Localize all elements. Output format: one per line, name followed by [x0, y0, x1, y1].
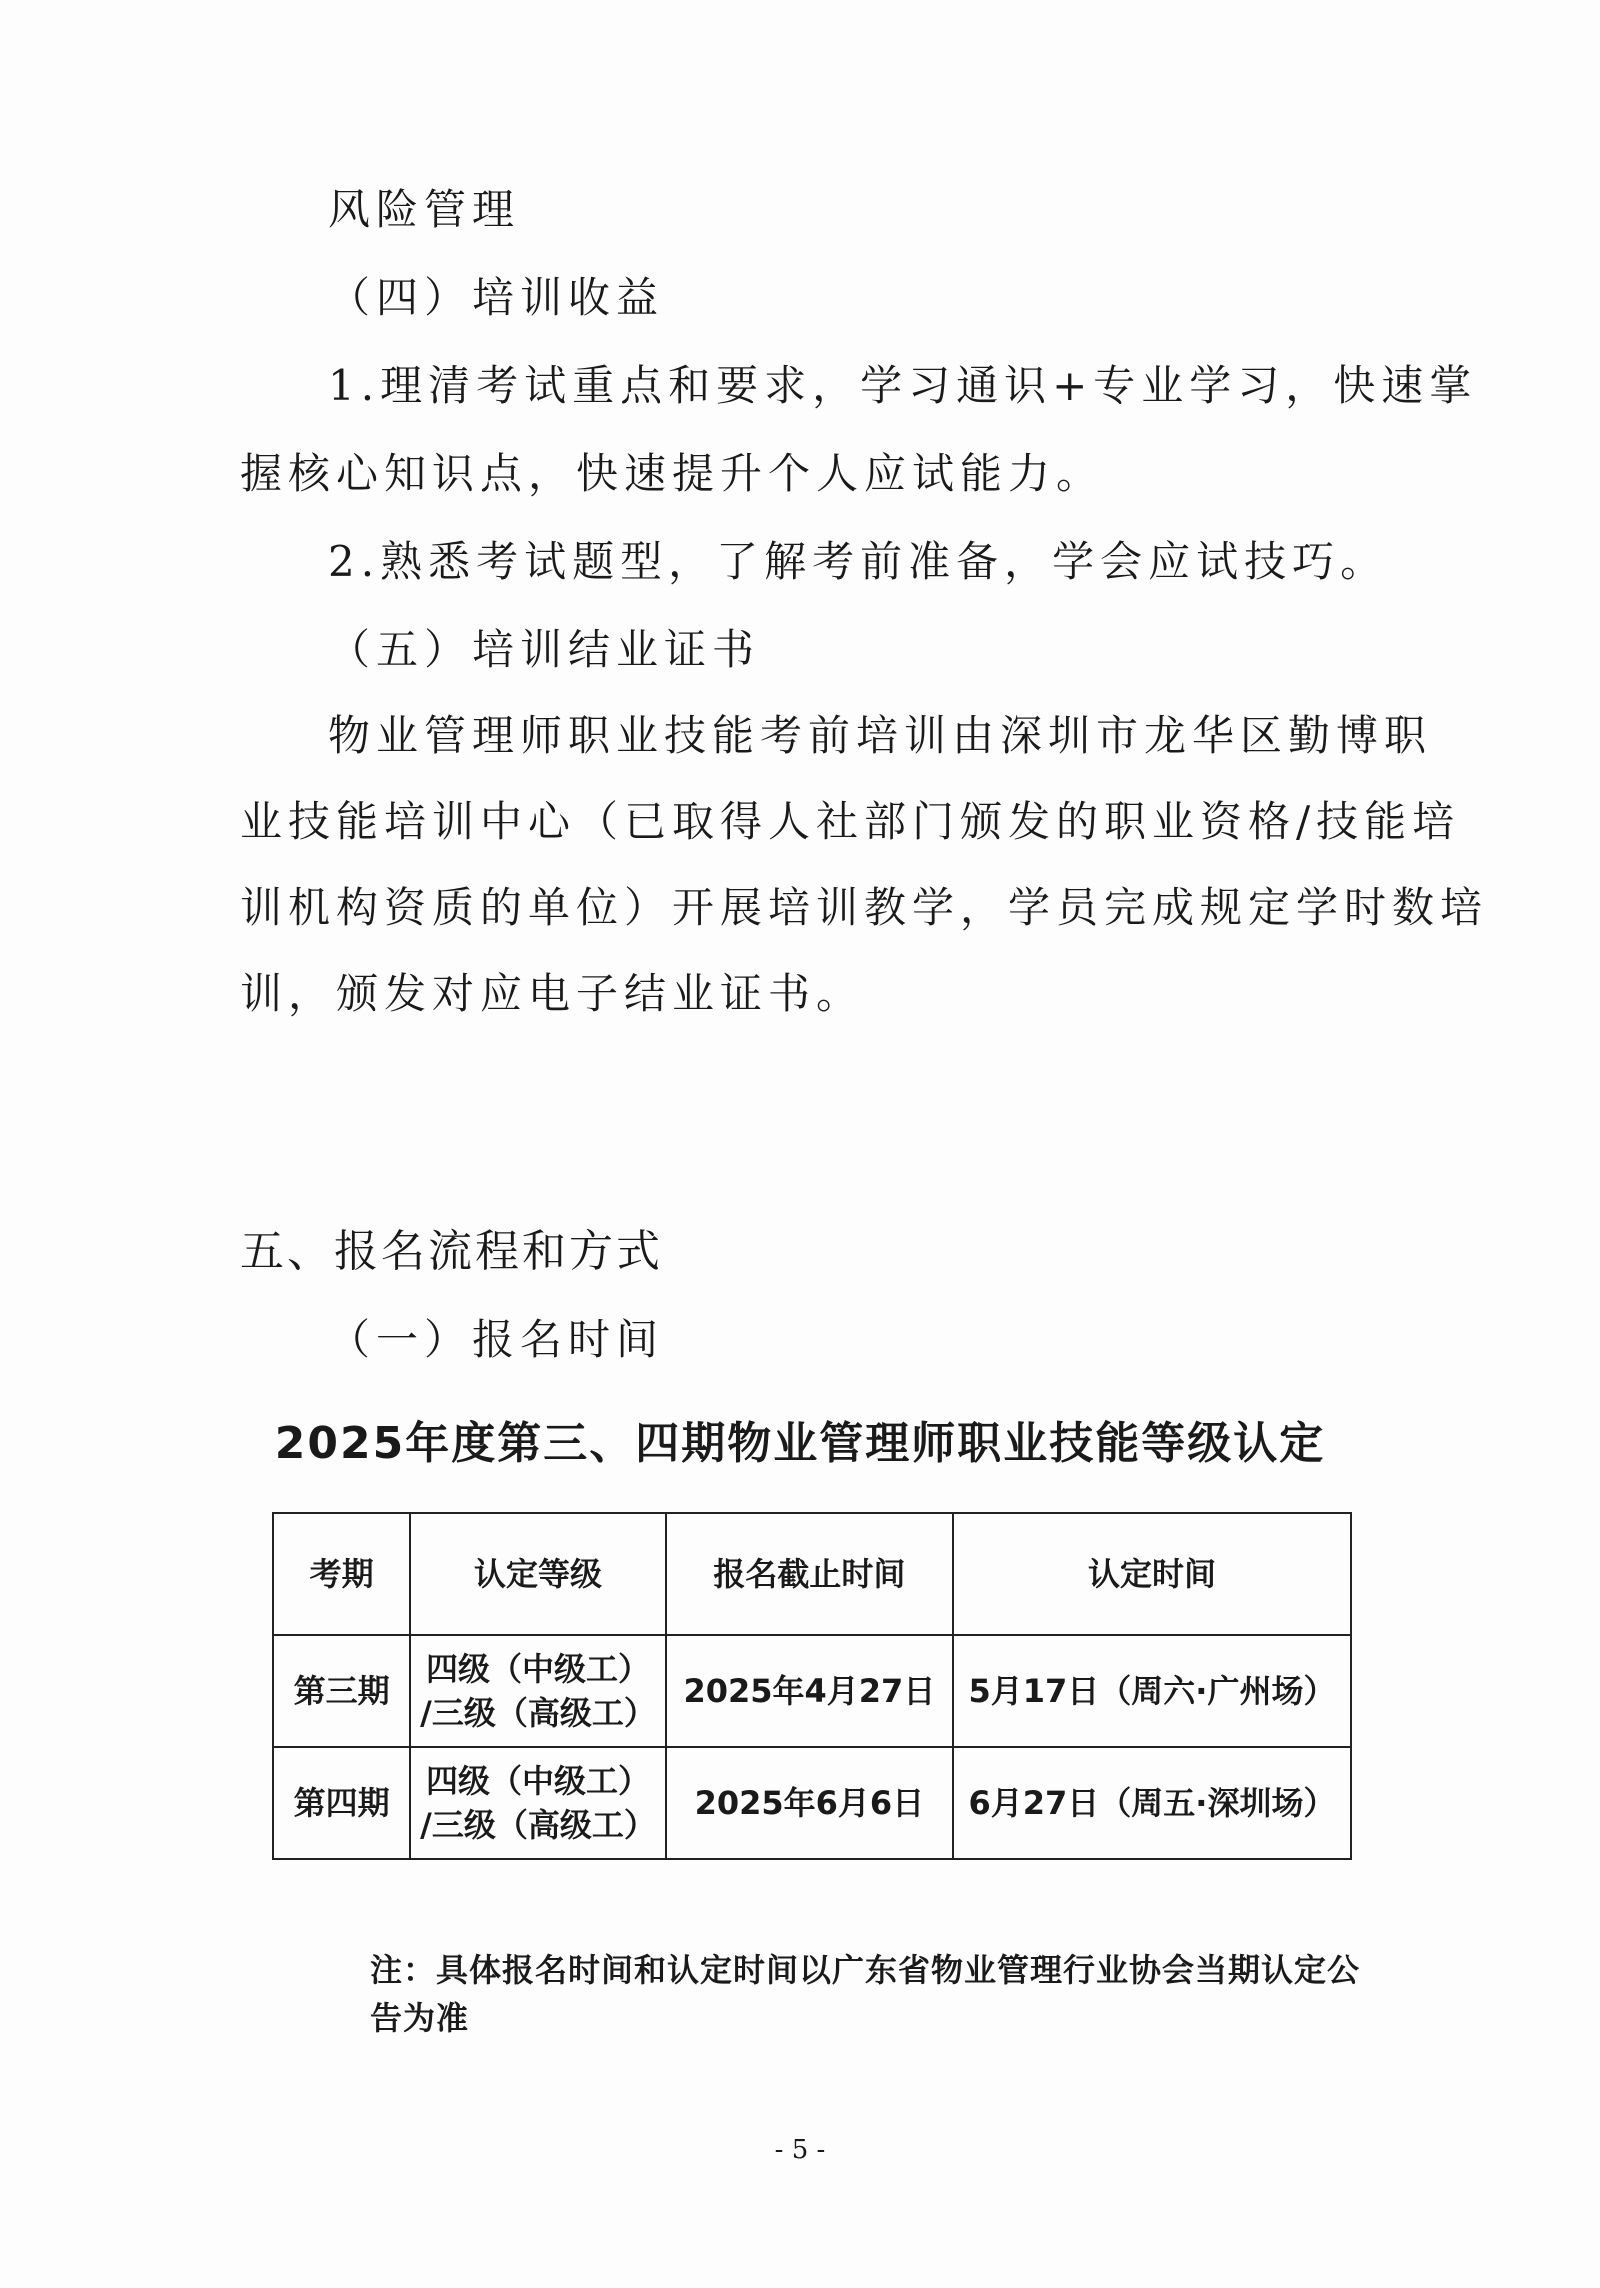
cell-deadline: 2025年6月6日: [666, 1747, 953, 1859]
table-row: [273, 1635, 1351, 1747]
body-line: 1.理清考试重点和要求，学习通识+专业学习，快速掌: [328, 361, 1478, 410]
subsection-heading: （一）报名时间: [328, 1315, 665, 1364]
schedule-table: [272, 1512, 1352, 1860]
subheading-certificate: （五）培训结业证书: [328, 625, 761, 674]
body-line: 物业管理师职业技能考前培训由深圳市龙华区勤博职: [328, 711, 1433, 760]
header-period: 考期: [273, 1513, 410, 1635]
subheading-training-benefits: （四）培训收益: [328, 273, 665, 322]
header-exam-time: 认定时间: [953, 1513, 1351, 1635]
page-number: - 5 -: [774, 2135, 826, 2165]
body-line: 2.熟悉考试题型，了解考前准备，学会应试技巧。: [328, 537, 1389, 586]
cell-level: [410, 1635, 666, 1747]
level-line: /三级（高级工）: [420, 1806, 656, 1844]
body-line: 握核心知识点，快速提升个人应试能力。: [240, 449, 1105, 498]
cell-deadline: 2025年4月27日: [666, 1635, 953, 1747]
level-line: 四级（中级工）: [425, 1650, 650, 1688]
level-line: /三级（高级工）: [420, 1694, 656, 1732]
level-line: 四级（中级工）: [425, 1762, 650, 1800]
table-title: 2025年度第三、四期物业管理师职业技能等级认定: [274, 1418, 1326, 1469]
table-note: 注：具体报名时间和认定时间以广东省物业管理行业协会当期认定公告为准: [370, 1951, 1361, 2037]
header-deadline: 报名截止时间: [666, 1513, 953, 1635]
cell-period: 第三期: [273, 1635, 410, 1747]
header-level: 认定等级: [410, 1513, 666, 1635]
cell-level: [410, 1747, 666, 1859]
body-line: 风险管理: [328, 185, 521, 234]
body-line: 训，颁发对应电子结业证书。: [240, 969, 865, 1018]
body-line: 训机构资质的单位）开展培训教学，学员完成规定学时数培: [240, 883, 1489, 932]
cell-exam-time: 5月17日（周六·广州场）: [953, 1635, 1351, 1747]
cell-period: 第四期: [273, 1747, 410, 1859]
body-line: 业技能培训中心（已取得人社部门颁发的职业资格/技能培: [240, 797, 1461, 846]
cell-exam-time: 6月27日（周五·深圳场）: [953, 1747, 1351, 1859]
section-heading: 五、报名流程和方式: [240, 1226, 663, 1277]
table-row: [273, 1747, 1351, 1859]
table-header-row: [273, 1513, 1351, 1635]
